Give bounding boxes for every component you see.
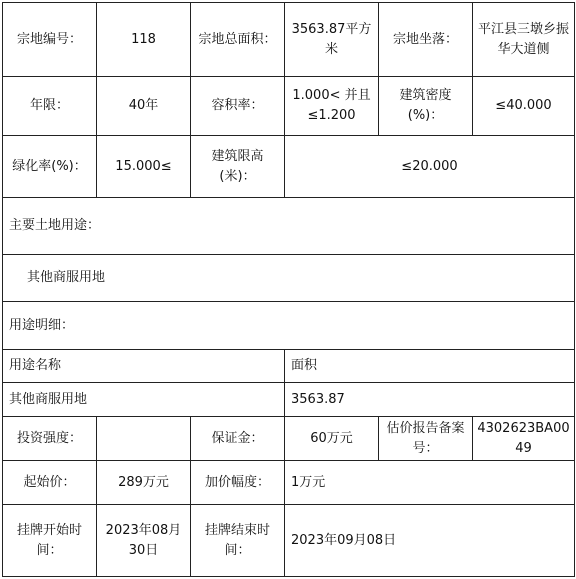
row-green <box>3 136 575 198</box>
height-limit-label: 建筑限高(米)： <box>191 136 285 198</box>
row-parcel <box>3 3 575 77</box>
main-use-value: 其他商服用地 <box>3 255 575 302</box>
use-detail-label: 用途明细： <box>3 302 575 350</box>
use-area-cell: 3563.87 <box>285 383 575 417</box>
parcel-area-label: 宗地总面积： <box>191 3 285 77</box>
start-price-label: 起始价： <box>3 461 97 505</box>
use-name-cell: 其他商服用地 <box>3 383 285 417</box>
invest-intensity-label: 投资强度： <box>3 417 97 461</box>
listing-end-label: 挂牌结束时间： <box>191 505 285 577</box>
deposit-label: 保证金： <box>191 417 285 461</box>
row-use-detail <box>3 302 575 350</box>
increment-label: 加价幅度： <box>191 461 285 505</box>
listing-end-value: 2023年09月08日 <box>285 505 575 577</box>
row-main-use-value <box>3 255 575 302</box>
green-ratio-value: 15.000≤ <box>97 136 191 198</box>
report-number-label: 估价报告备案号： <box>379 417 473 461</box>
parcel-id-value: 118 <box>97 3 191 77</box>
land-listing-table <box>2 2 575 577</box>
row-price <box>3 461 575 505</box>
parcel-area-value: 3563.87平方米 <box>285 3 379 77</box>
report-number-value: 4302623BA0049 <box>473 417 575 461</box>
main-use-label: 主要土地用途： <box>3 198 575 255</box>
green-ratio-label: 绿化率(%)： <box>3 136 97 198</box>
parcel-id-label: 宗地编号： <box>3 3 97 77</box>
term-years-value: 40年 <box>97 77 191 136</box>
deposit-value: 60万元 <box>285 417 379 461</box>
invest-intensity-value <box>97 417 191 461</box>
use-area-header: 面积 <box>285 350 575 383</box>
height-limit-value: ≤20.000 <box>285 136 575 198</box>
far-label: 容积率： <box>191 77 285 136</box>
row-main-use-label <box>3 198 575 255</box>
term-years-label: 年限： <box>3 77 97 136</box>
use-name-header: 用途名称 <box>3 350 285 383</box>
listing-start-label: 挂牌开始时间： <box>3 505 97 577</box>
row-term <box>3 77 575 136</box>
row-invest <box>3 417 575 461</box>
far-value: 1.000< 并且≤1.200 <box>285 77 379 136</box>
increment-value: 1万元 <box>285 461 575 505</box>
parcel-location-label: 宗地坐落： <box>379 3 473 77</box>
listing-start-value: 2023年08月30日 <box>97 505 191 577</box>
table-row <box>3 383 575 417</box>
start-price-value: 289万元 <box>97 461 191 505</box>
parcel-location-value: 平江县三墩乡振华大道侧 <box>473 3 575 77</box>
density-value: ≤40.000 <box>473 77 575 136</box>
row-listing <box>3 505 575 577</box>
density-label: 建筑密度(%)： <box>379 77 473 136</box>
use-table-header <box>3 350 575 383</box>
